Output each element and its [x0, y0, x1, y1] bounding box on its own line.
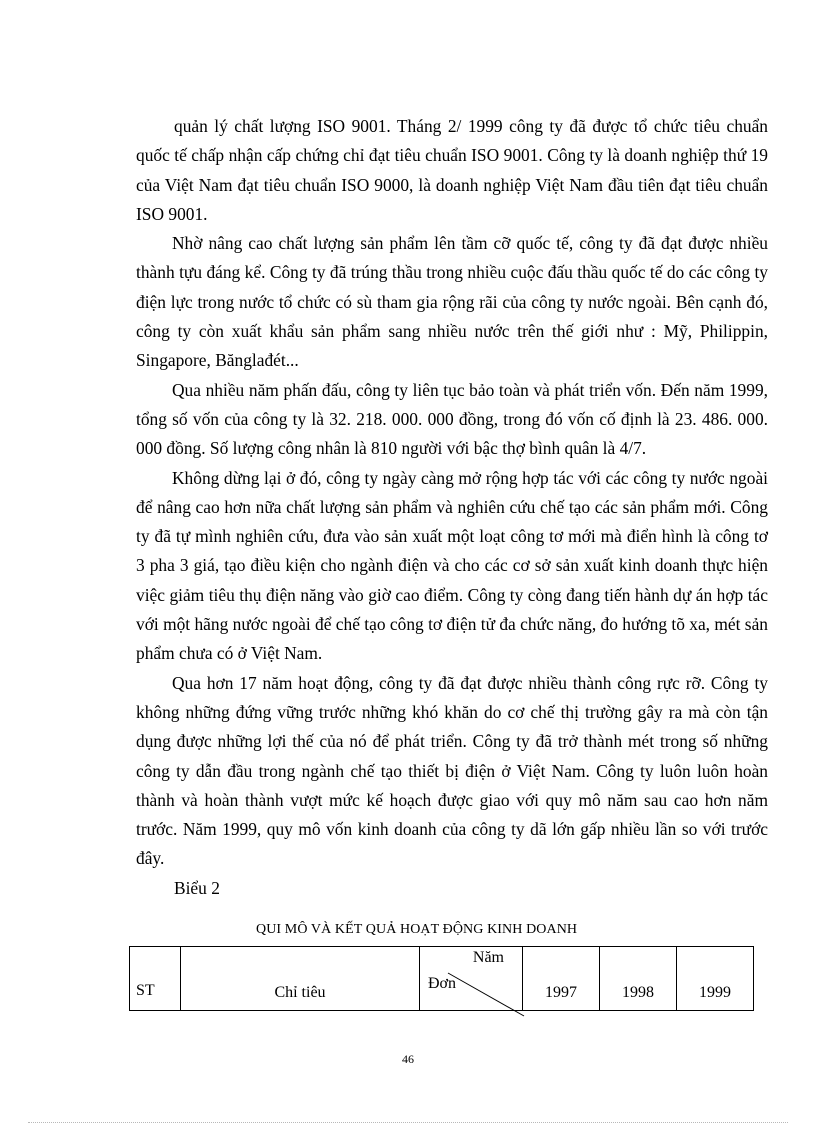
header-year-1997: 1997: [523, 947, 600, 1011]
paragraph-capital: Qua nhiều năm phấn đấu, công ty liên tục bảo toàn và phát triển vốn. Đến năm 1999, tổng số vốn của công ty là 32. 218. 000. 000 đồng, trong đó vốn cố định là 23. 486. 000. 000 đồng. Số lượng công nhân là 810 người với bậc thợ bình quân là 4/7.: [136, 379, 768, 459]
header-index: ST: [130, 947, 181, 1011]
header-diag-year: Năm: [472, 949, 504, 966]
paragraph-cooperation: Không dừng lại ở đó, công ty ngày càng mở rộng hợp tác với các công ty nước ngoài để nâng cao hơn nữa chất lượng sản phẩm và nghiên cứu chế tạo các sản phẩm mới. Công ty đã tự mình nghiên cứu, đưa vào sản xuất một loạt công tơ mới mà điển hình là công tơ 3 pha 3 giá, tạo điều kiện cho ngành điện và cho các cơ sở sản xuất kinh doanh thực hiện việc giảm tiêu thụ điện năng vào giờ cao điểm. Công ty còng đang tiến hành dự án hợp tác với một hãng nước ngoài để chế tạo công tơ điện tử đa chức năng, đo hướng tõ xa, mét sản phẩm chưa có ở Việt Nam.: [136, 467, 768, 664]
chart-label: Biểu 2: [174, 877, 220, 898]
header-diag-unit: Đơn: [428, 975, 457, 992]
paragraph-achievements: Nhờ nâng cao chất lượng sản phẩm lên tầm cỡ quốc tế, công ty đã đạt được nhiều thành tựu đáng kể. Công ty đã trúng thầu trong nhiều cuộc đấu thầu quốc tế do các công ty điện lực trong nước tổ chức có sù tham gia rộng rãi của công ty nước ngoài. Bên cạnh đó, công ty còn xuất khẩu sản phẩm sang nhiều nước trên thế giới như : Mỹ, Philippin, Singapore, Bănglađét...: [136, 233, 768, 371]
diagonal-divider-line: [386, 963, 536, 1023]
header-target: Chỉ tiêu: [181, 947, 420, 1011]
body-text: [136, 112, 768, 903]
paragraph-iso: quản lý chất lượng ISO 9001. Tháng 2/ 1999 công ty đã được tổ chức tiêu chuẩn quốc tế chấp nhận cấp chứng chỉ đạt tiêu chuẩn ISO 9001. Công ty là doanh nghiệp thứ 19 của Việt Nam đạt tiêu chuẩn ISO 9000, là doanh nghiệp Việt Nam đầu tiên đạt tiêu chuẩn ISO 9001.: [136, 116, 768, 224]
table-title: QUI MÔ VÀ KẾT QUẢ HOẠT ĐỘNG KINH DOANH: [256, 922, 578, 937]
page-number: 46: [402, 1052, 414, 1066]
header-year-1998: 1998: [600, 947, 677, 1011]
header-year-1999: 1999: [677, 947, 754, 1011]
paragraph-success: Qua hơn 17 năm hoạt động, công ty đã đạt được nhiều thành công rực rỡ. Công ty không những đứng vững trước những khó khăn do cơ chế thị trường gây ra mà còn tận dụng được những lợi thế của nó để phát triển. Công ty đã trở thành mét trong số những công ty dẫn đầu trong ngành chế tạo thiết bị điện ở Việt Nam. Công ty luôn luôn hoàn thành và hoàn thành vượt mức kế hoạch được giao với quy mô năm sau cao hơn năm trước. Năm 1999, quy mô vốn kinh doanh của công ty dã lớn gấp nhiều lần so với trước đây.: [136, 672, 768, 869]
